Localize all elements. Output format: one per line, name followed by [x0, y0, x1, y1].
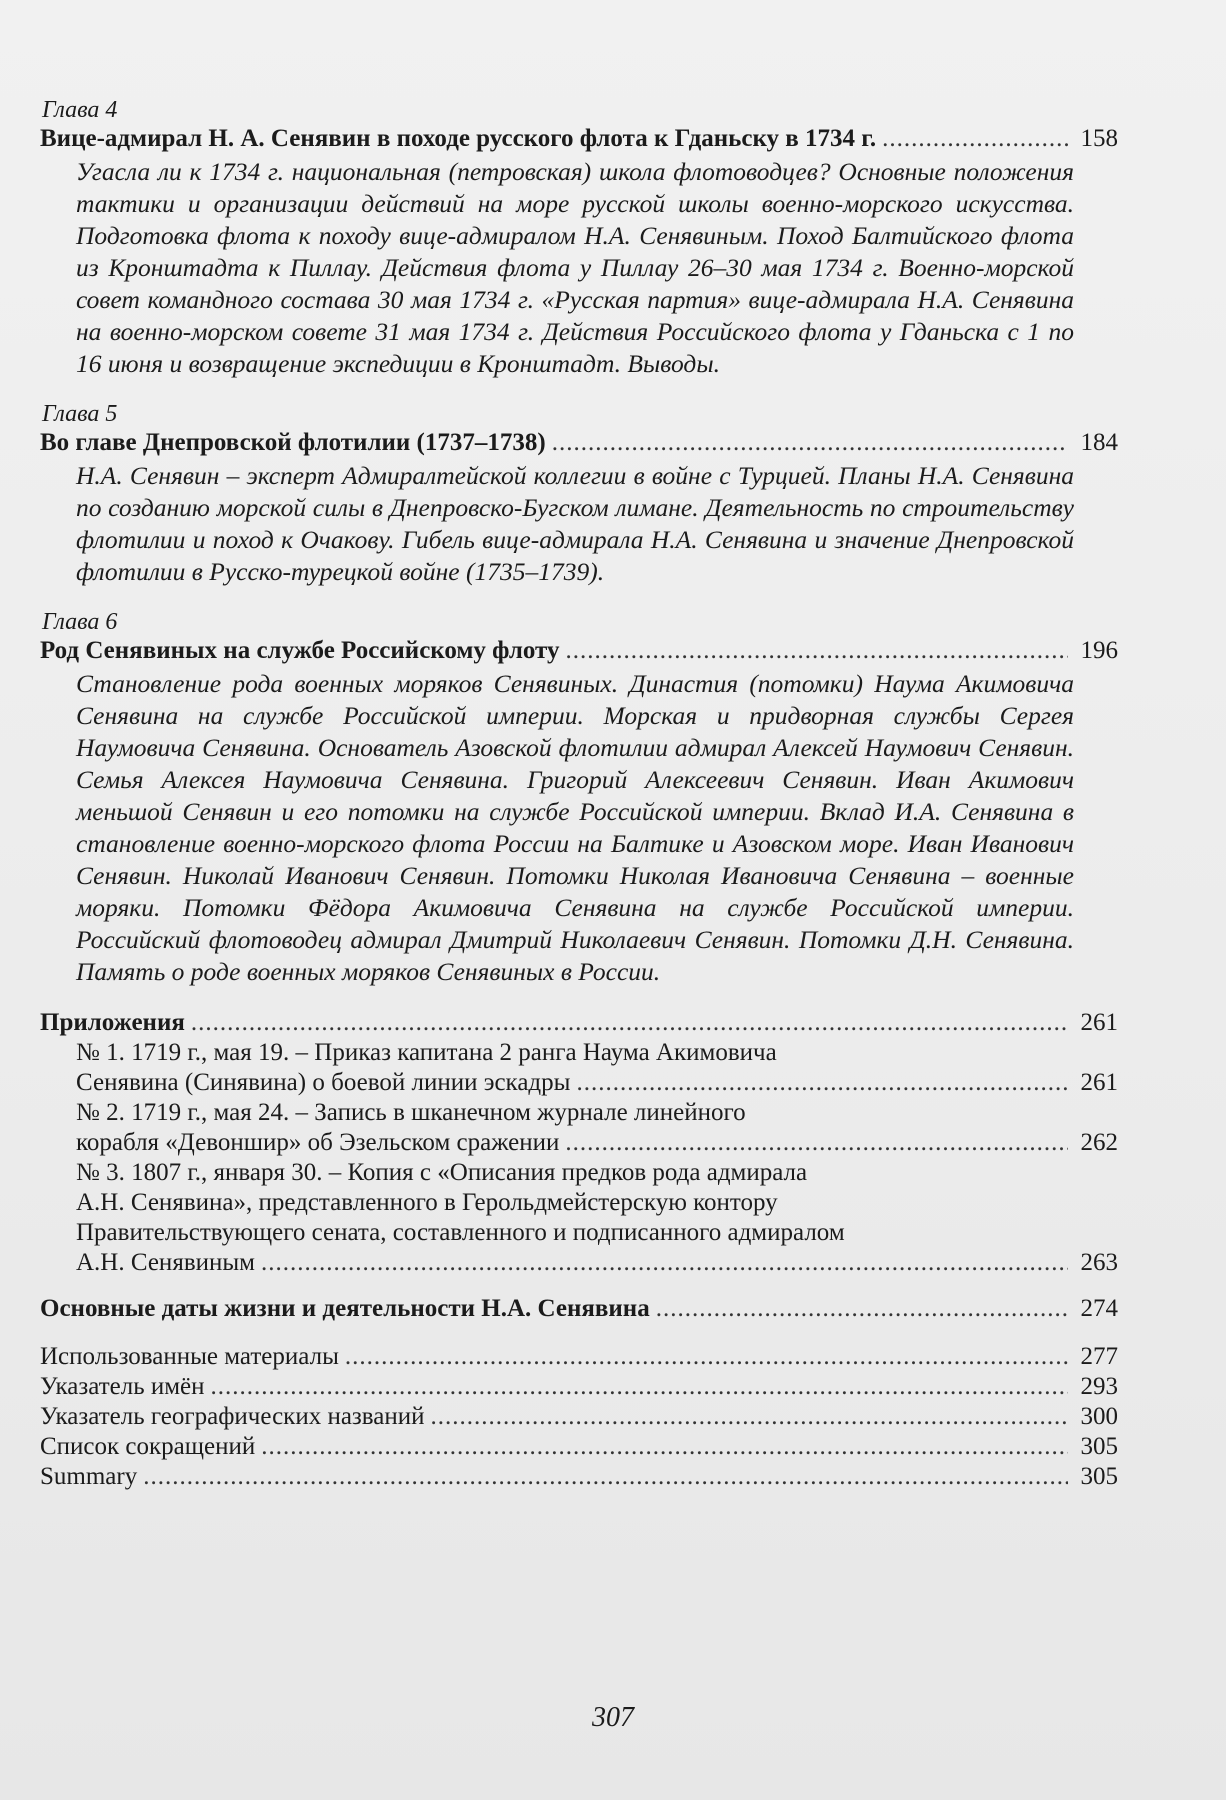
table-of-contents: [40, 96, 1118, 1492]
leader-dots: [191, 1008, 1068, 1038]
appendix-section: [40, 1008, 1118, 1278]
back-matter: [40, 1342, 1118, 1492]
toc-entry[interactable]: [40, 428, 1118, 458]
page-ref: 184: [1080, 429, 1118, 456]
leader-dots: [431, 1402, 1068, 1432]
page-number: 307: [592, 1702, 634, 1733]
leader-dots: [552, 428, 1068, 458]
toc-entry[interactable]: [40, 636, 1118, 666]
appendix-item-line: Сенявина (Синявина) о боевой линии эскадры: [76, 1069, 571, 1096]
appendix-item-line: Правительствующего сената, составленного и подписанного адмиралом: [76, 1219, 845, 1246]
page-ref: 305: [1080, 1433, 1118, 1460]
toc-entry[interactable]: [40, 1462, 1118, 1492]
leader-dots: [211, 1372, 1068, 1402]
leader-dots: [656, 1294, 1068, 1324]
page-ref: 263: [1080, 1249, 1118, 1276]
page-ref: 277: [1080, 1343, 1118, 1370]
appendix-item-2[interactable]: [76, 1098, 1118, 1158]
appendix-item-line: А.Н. Сенявиным: [76, 1249, 255, 1276]
chapter-6: [40, 608, 1118, 988]
leader-dots: [882, 124, 1068, 154]
toc-entry[interactable]: [40, 1432, 1118, 1462]
appendix-item-line: корабля «Девоншир» об Эзельском сражении: [76, 1129, 560, 1156]
page-ref: 274: [1080, 1295, 1118, 1322]
dates-title: Основные даты жизни и деятельности Н.А. Сенявина: [40, 1295, 650, 1322]
toc-entry[interactable]: [40, 1342, 1118, 1372]
leader-dots: [576, 1068, 1068, 1098]
back-matter-title: Список сокращений: [40, 1433, 256, 1460]
page-ref: 196: [1080, 637, 1118, 664]
back-matter-title: Использованные материалы: [40, 1343, 339, 1370]
page-ref: 158: [1080, 125, 1118, 152]
chapter-5: [40, 400, 1118, 588]
page-ref: 293: [1080, 1373, 1118, 1400]
leader-dots: [261, 1432, 1068, 1462]
back-matter-title: Указатель географических названий: [40, 1403, 425, 1430]
toc-entry: [76, 1068, 1118, 1098]
toc-entry[interactable]: [40, 1294, 1118, 1324]
chapter-label: Глава 5: [42, 401, 118, 427]
appendix-item-line: № 3. 1807 г., января 30. – Копия с «Описания предков рода адмирала: [76, 1159, 808, 1186]
chapter-label: Глава 6: [42, 609, 118, 635]
chapter-summary: Становление рода военных моряков Сенявиных. Династия (потомки) Наума Акимовича Сенявина на службе Российской империи. Морская и придворная службы Сергея Наумовича Сенявина. Основатель Азовской флотилии адмирал Алексей Наумович Сенявин. Семья Алексея Наумовича Сенявина. Григорий Алексеевич Сенявин. Иван Акимович меньшой Сенявин и его потомки на службе Российской империи. Вклад И.А. Сенявина в становление военно-морского флота России на Балтике и Азовском море. Иван Иванович Сенявин. Николай Иванович Сенявин. Потомки Николая Ивановича Сенявина – военные моряки. Потомки Фёдора Акимовича Сенявина на службе Российской империи. Российский флотоводец адмирал Дмитрий Николаевич Сенявин. Потомки Д.Н. Сенявина. Память о роде военных моряков Сенявиных в России.: [76, 669, 1074, 986]
chapter-summary: Н.А. Сенявин – эксперт Адмиралтейской коллегии в войне с Турцией. Планы Н.А. Сенявина по созданию морской силы в Днепровско-Бугском лимане. Деятельность по строительству флотилии и поход к Очакову. Гибель вице-адмирала Н.А. Сенявина и значение Днепровской флотилии в Русско-турецкой войне (1735–1739).: [76, 461, 1074, 586]
chapter-title: Во главе Днепровской флотилии (1737–1738): [40, 429, 546, 456]
leader-dots: [566, 636, 1069, 666]
chapter-4: [40, 96, 1118, 380]
toc-entry[interactable]: [40, 1008, 1118, 1038]
back-matter-title: Указатель имён: [40, 1373, 205, 1400]
leader-dots: [565, 1128, 1068, 1158]
toc-entry[interactable]: [40, 1372, 1118, 1402]
appendix-item-line: А.Н. Сенявина», представленного в Герольдмейстерскую контору: [76, 1189, 778, 1216]
appendix-item-3[interactable]: [76, 1158, 1118, 1278]
toc-entry: [76, 1128, 1118, 1158]
appendix-item-line: № 2. 1719 г., мая 24. – Запись в шканечном журнале линейного: [76, 1099, 746, 1126]
page-ref: 261: [1080, 1069, 1118, 1096]
back-matter-title: Summary: [40, 1463, 138, 1490]
toc-entry: [76, 1248, 1118, 1278]
page-ref: 261: [1080, 1009, 1118, 1036]
leader-dots: [345, 1342, 1068, 1372]
toc-entry[interactable]: [40, 1402, 1118, 1432]
toc-entry[interactable]: [40, 124, 1118, 154]
chapter-title: Вице-адмирал Н. А. Сенявин в походе русского флота к Гданьску в 1734 г.: [40, 125, 877, 152]
leader-dots: [143, 1462, 1068, 1492]
chapter-summary: Угасла ли к 1734 г. национальная (петровская) школа флотоводцев? Основные положения тактики и организации действий на море русской школы военно-морского искусства. Подготовка флота к походу вице-адмиралом Н.А. Сенявиным. Поход Балтийского флота из Кронштадта к Пиллау. Действия флота у Пиллау 26–30 мая 1734 г. Военно-морской совет командного состава 30 мая 1734 г. «Русская партия» вице-адмирала Н.А. Сенявина на военно-морском совете 31 мая 1734 г. Действия Российского флота у Гданьска с 1 по 16 июня и возвращение экспедиции в Кронштадт. Выводы.: [76, 157, 1074, 378]
dates-section: [40, 1294, 1118, 1324]
chapter-label: Глава 4: [42, 97, 118, 123]
page-ref: 300: [1080, 1403, 1118, 1430]
page-ref: 305: [1080, 1463, 1118, 1490]
leader-dots: [261, 1248, 1068, 1278]
appendix-item-1[interactable]: [76, 1038, 1118, 1098]
chapter-title: Род Сенявиных на службе Российскому флоту: [40, 637, 560, 664]
appendix-title: Приложения: [40, 1009, 185, 1036]
page-ref: 262: [1080, 1129, 1118, 1156]
appendix-item-line: № 1. 1719 г., мая 19. – Приказ капитана 2 ранга Наума Акимовича: [76, 1039, 777, 1066]
